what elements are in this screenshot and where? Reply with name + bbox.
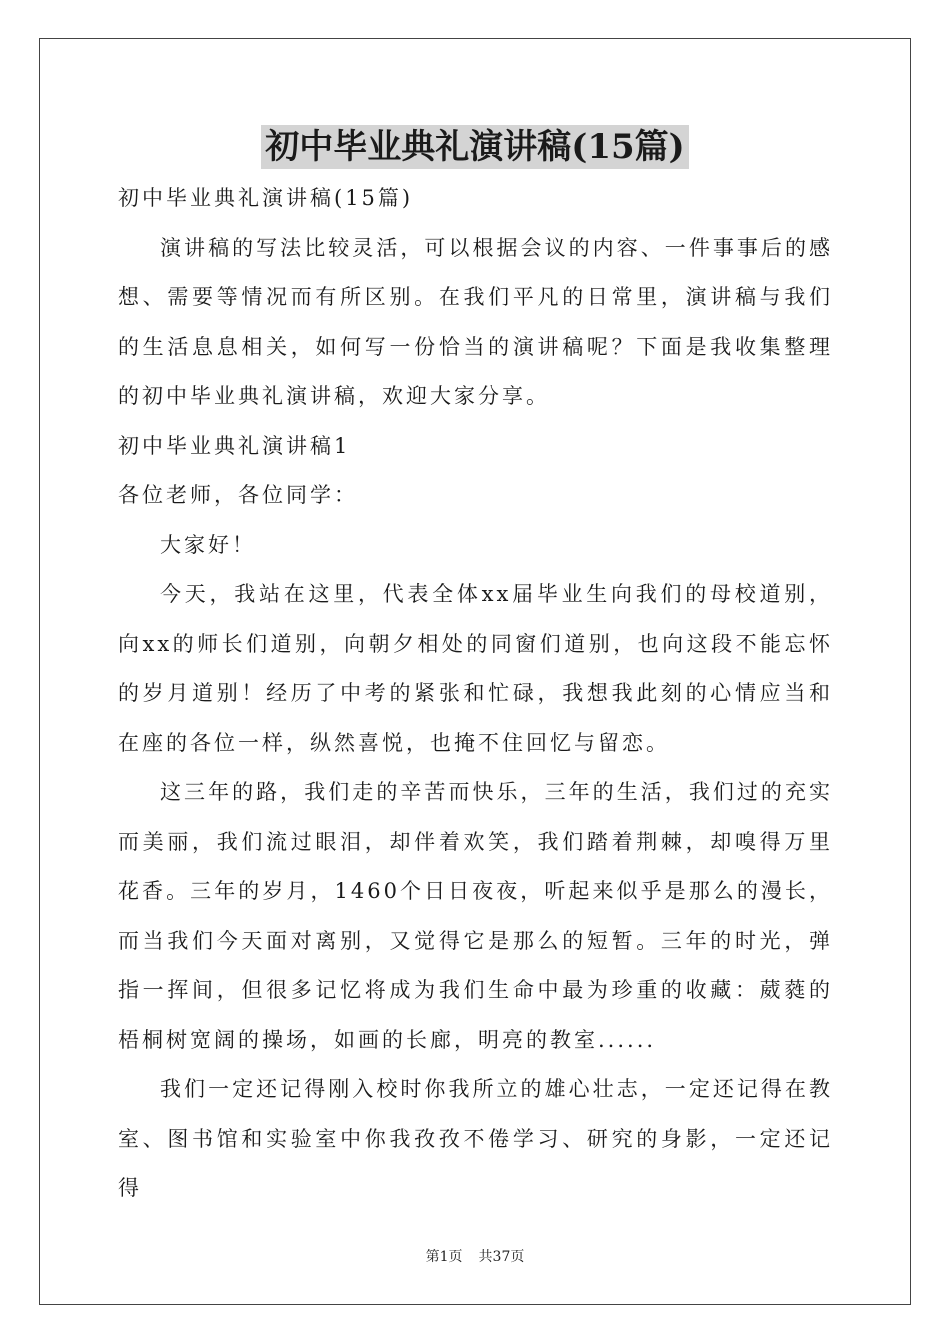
document-body <box>118 174 833 1214</box>
title-container <box>0 125 950 169</box>
page-footer <box>0 1247 950 1267</box>
page-number: 第1页 <box>425 1249 463 1265</box>
page-total: 共37页 <box>478 1249 525 1265</box>
paragraph: 我们一定还记得刚入校时你我所立的雄心壮志，一定还记得在教室、图书馆和实验室中你我孜孜不倦学习、研究的身影，一定还记得 <box>118 1077 833 1200</box>
paragraph: 各位老师，各位同学： <box>118 483 358 507</box>
paragraph: 今天，我站在这里，代表全体xx届毕业生向我们的母校道别，向xx的师长们道别，向朝夕相处的同窗们道别，也向这段不能忘怀的岁月道别！经历了中考的紧张和忙碌，我想我此刻的心情应当和在座的各位一样，纵然喜悦，也掩不住回忆与留恋。 <box>118 582 833 755</box>
document-title: 初中毕业典礼演讲稿(15篇) <box>261 125 689 169</box>
paragraph: 演讲稿的写法比较灵活，可以根据会议的内容、一件事事后的感想、需要等情况而有所区别。在我们平凡的日常里，演讲稿与我们的生活息息相关，如何写一份恰当的演讲稿呢？下面是我收集整理的初中毕业典礼演讲稿，欢迎大家分享。 <box>118 235 833 408</box>
paragraph: 初中毕业典礼演讲稿(15篇) <box>118 186 414 210</box>
paragraph: 这三年的路，我们走的辛苦而快乐，三年的生活，我们过的充实而美丽，我们流过眼泪，却伴着欢笑，我们踏着荆棘，却嗅得万里花香。三年的岁月，1460个日日夜夜，听起来似乎是那么的漫长，而当我们今天面对离别，又觉得它是那么的短暂。三年的时光，弹指一挥间，但很多记忆将成为我们生命中最为珍重的收藏：葳蕤的梧桐树宽阔的操场，如画的长廊，明亮的教室...... <box>118 780 833 1052</box>
paragraph: 初中毕业典礼演讲稿1 <box>118 433 351 458</box>
paragraph: 大家好！ <box>160 532 256 557</box>
